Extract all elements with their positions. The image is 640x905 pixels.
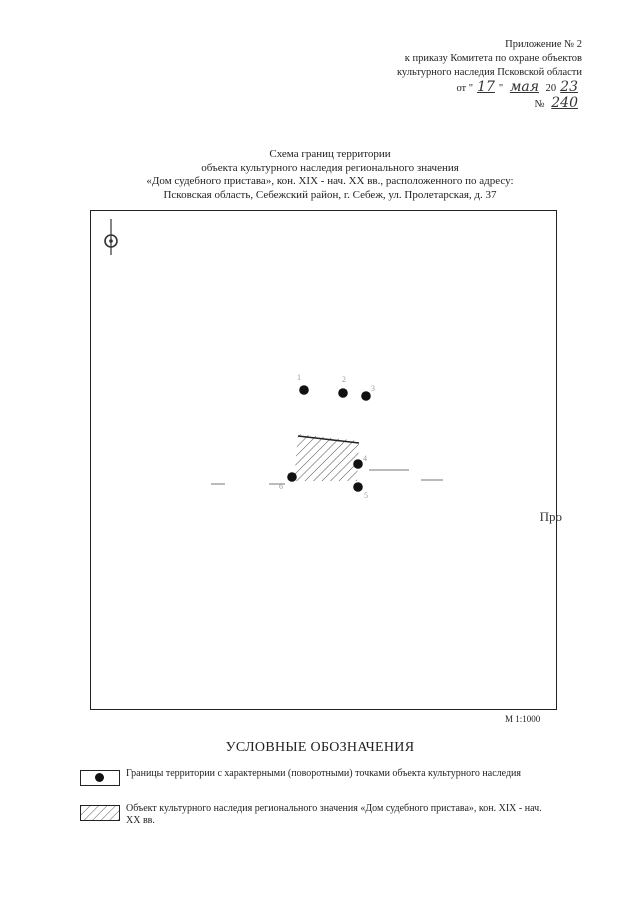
date-day: 17 — [477, 79, 495, 95]
appendix-line-1: Приложение № 2 — [505, 39, 582, 50]
boundary-point-2 — [338, 388, 348, 398]
date-month: мая — [509, 79, 540, 95]
point-label-2: 2 — [342, 375, 346, 384]
legend-text-heritage-object: Объект культурного наследия регионального значения «Дом судебного пристава», кон. XIX - нач. XX вв. — [126, 803, 542, 826]
boundary-point-5 — [353, 482, 363, 492]
legend-text-boundary-points: Границы территории с характерными (поворотными) точками объекта культурного наследия — [126, 768, 521, 779]
legend-symbol-boundary-point — [80, 770, 120, 786]
legend-symbol-hatched-area — [80, 805, 120, 821]
point-label-5: 5 — [364, 491, 368, 500]
point-label-4: 4 — [363, 454, 367, 463]
date-prefix: от " — [456, 83, 474, 94]
appendix-line-3: культурного наследия Псковской области — [396, 67, 582, 78]
document-title — [120, 148, 540, 202]
number-prefix: № — [534, 99, 545, 110]
north-arrow-icon — [105, 219, 117, 255]
boundary-point-icon — [95, 773, 104, 782]
appendix-date — [322, 80, 582, 96]
date-year: 23 — [560, 79, 578, 95]
boundary-point-3 — [361, 391, 371, 401]
appendix-block — [322, 38, 582, 112]
boundary-point-1 — [299, 385, 309, 395]
order-number: 240 — [551, 95, 578, 111]
legend-heading: УСЛОВНЫЕ ОБОЗНАЧЕНИЯ — [225, 740, 415, 755]
boundary-map — [90, 210, 562, 710]
date-year-prefix: 20 — [545, 83, 557, 94]
point-label-6: 6 — [279, 482, 283, 491]
title-line-4: Псковская область, Себежский район, г. Себеж, ул. Пролетарская, д. 37 — [163, 188, 497, 201]
map-scale: М 1:1000 — [505, 714, 541, 724]
boundary-point-4 — [353, 459, 363, 469]
title-line-2: объекта культурного наследия регионального значения — [201, 161, 459, 174]
hatch-icon — [81, 806, 119, 820]
point-label-3: 3 — [371, 384, 375, 393]
appendix-number — [322, 96, 582, 112]
title-line-3: «Дом судебного пристава», кон. XIX - нач. XX вв., расположенного по адресу: — [146, 175, 514, 187]
title-line-1: Схема границ территории — [269, 148, 391, 160]
appendix-line-2: к приказу Комитета по охране объектов — [404, 53, 582, 64]
boundary-point-6 — [287, 472, 297, 482]
heritage-object-hatched-area — [294, 434, 359, 481]
point-label-1: 1 — [297, 373, 301, 382]
street-label-fragment: Про — [539, 509, 562, 524]
date-mid: " — [498, 83, 504, 94]
map-drawing — [91, 211, 558, 711]
